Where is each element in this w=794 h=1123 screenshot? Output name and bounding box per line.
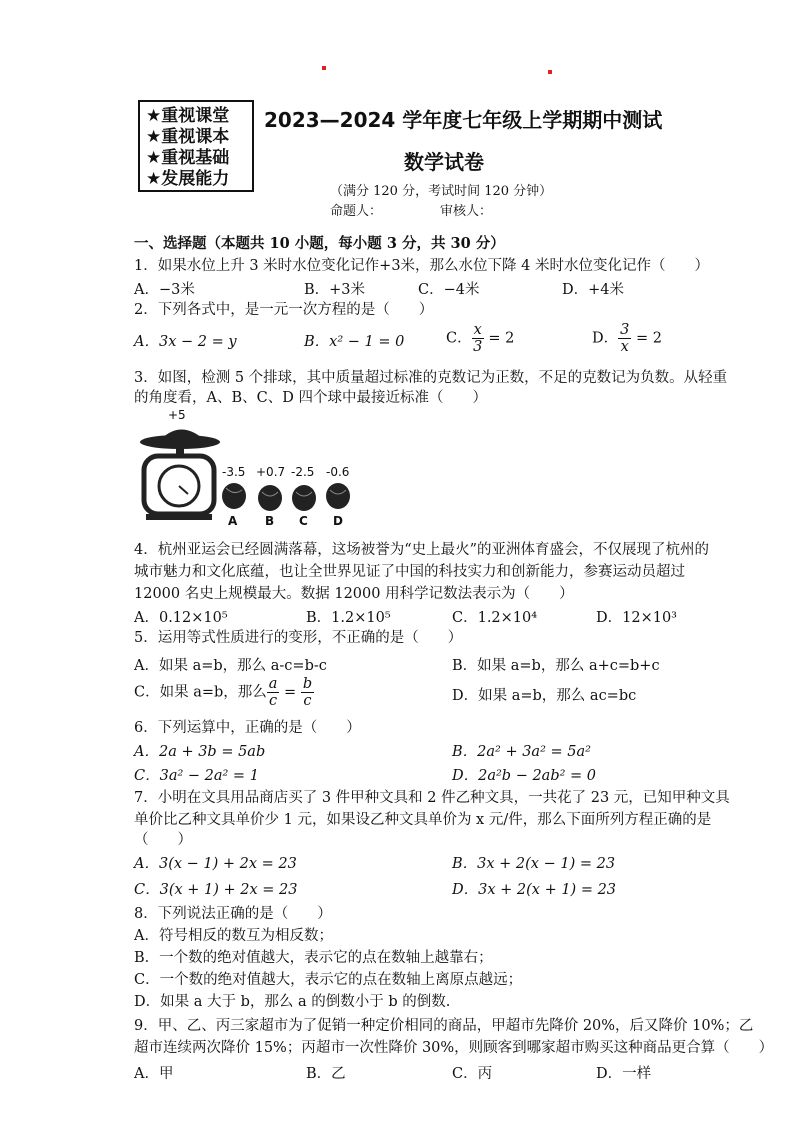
slogan-line: ★重视基础 xyxy=(146,148,230,168)
scale-value: +5 xyxy=(168,408,186,422)
slogan-line: ★重视课本 xyxy=(146,127,230,147)
q7-option-a: A．3(x − 1) + 2x = 23 xyxy=(134,856,297,872)
question-6-stem: 6．下列运算中，正确的是（ ） xyxy=(134,720,361,736)
score-time: （满分 120 分，考试时间 120 分钟） xyxy=(330,184,553,199)
q5-c-fraction-1 xyxy=(267,676,280,709)
section-heading: 一、选择题（本题共 10 小题，每小题 3 分，共 30 分） xyxy=(134,235,505,252)
q8-option-a: A．符号相反的数互为相反数； xyxy=(134,928,333,944)
q2-d-fraction xyxy=(618,322,631,355)
equals-sign: = xyxy=(279,684,301,701)
ball-icon xyxy=(222,483,246,509)
q8-option-d: D．如果 a 大于 b，那么 a 的倒数小于 b 的倒数. xyxy=(134,994,451,1010)
ball-c-value: -2.5 xyxy=(291,465,315,479)
ball-c-label: C xyxy=(299,514,308,528)
q2-option-d xyxy=(592,322,662,355)
denominator: 3 xyxy=(473,339,483,355)
q6-option-d: D．2a²b − 2ab² = 0 xyxy=(452,768,597,784)
question-9-line1: 9．甲、乙、丙三家超市为了促销一种定价相同的商品，甲超市先降价 20%，后又降价 10%；乙 xyxy=(134,1018,754,1034)
q2-d-label: D． xyxy=(592,330,619,347)
q4-option-c: C．1.2×10⁴ xyxy=(452,610,538,626)
q9-option-c: C．丙 xyxy=(452,1066,493,1082)
author-line xyxy=(330,200,550,219)
q6-option-b: B．2a² + 3a² = 5a² xyxy=(452,744,591,760)
question-7-line1: 7．小明在文具用品商店买了 3 件甲种文具和 2 件乙种文具，一共花了 23 元，已知甲种文具 xyxy=(134,790,730,806)
question-3-line1: 3．如图，检测 5 个排球，其中质量超过标准的克数记为正数，不足的克数记为负数。从轻重 xyxy=(134,370,728,386)
ball-a-value: -3.5 xyxy=(222,465,246,479)
q5-c-fraction-2 xyxy=(301,676,314,709)
q5-option-c xyxy=(134,676,314,709)
q6-option-a: A．2a + 3b = 5ab xyxy=(134,744,266,760)
numerator: x xyxy=(473,322,482,338)
q9-option-a: A．甲 xyxy=(134,1066,174,1082)
denominator: c xyxy=(303,693,312,709)
q2-c-tail: = 2 xyxy=(483,330,515,347)
denominator: x xyxy=(620,339,629,355)
q5-option-d: D．如果 a=b，那么 ac=bc xyxy=(452,688,637,704)
question-4-line3: 12000 名史上规模最大。数据 12000 用科学记数法表示为（ ） xyxy=(134,586,574,602)
ball-icon xyxy=(258,485,282,511)
question-3-line2: 的角度看，A、B、C、D 四个球中最接近标准（ ） xyxy=(134,390,487,406)
q1-option-c: C．−4米 xyxy=(418,282,480,298)
question-4-line1: 4．杭州亚运会已经圆满落幕，这场被誉为“史上最火”的亚洲体育盛会，不仅展现了杭州的 xyxy=(134,542,710,558)
denominator: c xyxy=(269,693,278,709)
q1-option-b: B．+3米 xyxy=(304,282,366,298)
ball-d-label: D xyxy=(333,514,343,528)
reviewer-label: 审核人： xyxy=(440,204,493,219)
question-9-line2: 超市连续两次降价 15%；丙超市一次性降价 30%，则顾客到哪家超市购买这种商品更合算（ ） xyxy=(134,1040,774,1056)
slogan-line: ★发展能力 xyxy=(146,169,230,189)
question-7-line3: （ ） xyxy=(134,832,192,848)
exam-title: 2023—2024 学年度七年级上学期期中测试 xyxy=(264,108,663,132)
q1-option-a: A．−3米 xyxy=(134,282,195,298)
question-5-stem: 5．运用等式性质进行的变形，不正确的是（ ） xyxy=(134,630,463,646)
q5-c-label: C．如果 a=b，那么 xyxy=(134,684,267,701)
q4-option-d: D．12×10³ xyxy=(596,610,677,626)
q4-option-b: B．1.2×10⁵ xyxy=(306,610,391,626)
q7-option-b: B．3x + 2(x − 1) = 23 xyxy=(452,856,616,872)
question-2-stem: 2．下列各式中，是一元一次方程的是（ ） xyxy=(134,302,434,318)
q2-option-a: A．3x − 2 = y xyxy=(134,334,237,350)
exam-subtitle: 数学试卷 xyxy=(404,150,484,174)
question-8-stem: 8．下列说法正确的是（ ） xyxy=(134,906,332,922)
numerator: a xyxy=(268,676,278,692)
q2-c-label: C． xyxy=(446,330,472,347)
author-label: 命题人： xyxy=(330,204,383,219)
scale-icon xyxy=(140,429,220,520)
ball-d-value: -0.6 xyxy=(326,465,350,479)
question-4-line2: 城市魅力和文化底蕴，也让全世界见证了中国的科技实力和创新能力，参赛运动员超过 xyxy=(134,564,685,580)
q8-option-c: C．一个数的绝对值越大，表示它的点在数轴上离原点越远； xyxy=(134,972,523,988)
q8-option-b: B．一个数的绝对值越大，表示它的点在数轴上越靠右； xyxy=(134,950,493,966)
numerator: b xyxy=(302,676,313,692)
slogan-box xyxy=(138,100,254,192)
q5-option-a: A．如果 a=b，那么 a-c=b-c xyxy=(134,658,327,674)
q4-option-a: A．0.12×10⁵ xyxy=(134,610,228,626)
numerator: 3 xyxy=(620,322,630,338)
q1-option-d: D．+4米 xyxy=(562,282,625,298)
q2-d-tail: = 2 xyxy=(631,330,662,347)
q9-option-b: B．乙 xyxy=(306,1066,346,1082)
slogan-line: ★重视课堂 xyxy=(146,106,230,126)
ball-b-value: +0.7 xyxy=(256,465,286,479)
q2-option-c xyxy=(446,322,514,355)
q6-option-c: C．3a² − 2a² = 1 xyxy=(134,768,259,784)
question-1-stem: 1．如果水位上升 3 米时水位变化记作+3米，那么水位下降 4 米时水位变化记作（ ） xyxy=(134,258,709,274)
ball-icon xyxy=(326,483,350,509)
q7-option-d: D．3x + 2(x + 1) = 23 xyxy=(452,882,617,898)
ball-icon xyxy=(292,485,316,511)
question-7-line2: 单价比乙种文具单价少 1 元，如果设乙种文具单价为 x 元/件，那么下面所列方程正确的是 xyxy=(134,812,712,828)
q2-c-fraction xyxy=(472,322,484,355)
header-mark xyxy=(548,70,552,74)
q7-option-c: C．3(x + 1) + 2x = 23 xyxy=(134,882,298,898)
ball-b-label: B xyxy=(265,514,275,528)
q5-option-b: B．如果 a=b，那么 a+c=b+c xyxy=(452,658,660,674)
header-mark xyxy=(322,66,326,70)
q2-option-b: B．x² − 1 = 0 xyxy=(304,334,405,350)
q9-option-d: D．一样 xyxy=(596,1066,652,1082)
ball-a-label: A xyxy=(228,514,238,528)
